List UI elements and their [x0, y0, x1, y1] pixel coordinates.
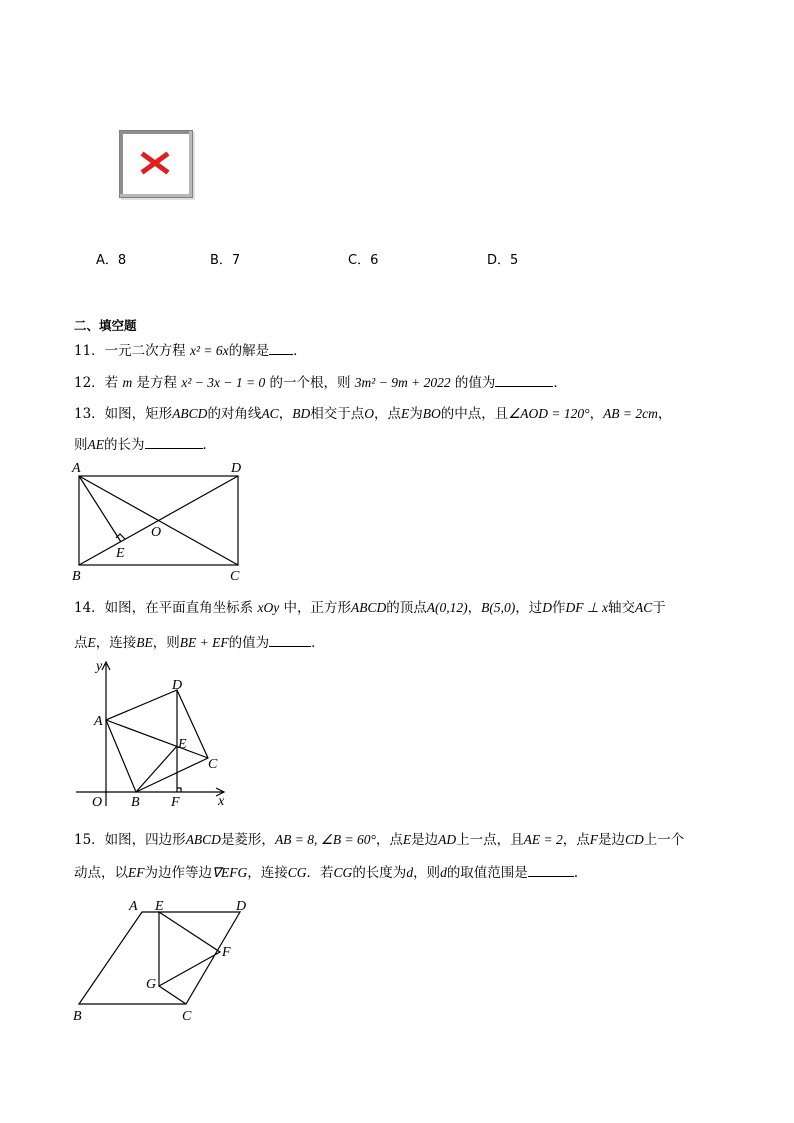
question-15-line-1 [74, 830, 684, 850]
q12-text-3: 的一个根，则 [265, 375, 355, 391]
answer-blank [145, 434, 203, 449]
q14-text: 中，正方形 [279, 600, 352, 616]
q13-math: AB = 2cm [603, 406, 658, 421]
question-12 [74, 372, 567, 393]
question-11 [74, 340, 307, 361]
label-e: E [155, 899, 164, 914]
label-b: B [72, 569, 81, 584]
label-c: C [208, 757, 218, 772]
segment-cg [159, 986, 186, 1004]
label-b: B [73, 1009, 82, 1024]
q11-text: 11．一元二次方程 [74, 343, 190, 359]
answer-blank [269, 340, 293, 355]
choice-b: B．7 [210, 253, 241, 268]
triangle-efg [159, 912, 220, 986]
q15-text: 动点，以 [74, 865, 128, 881]
label-o: O [92, 795, 103, 810]
q12-equation: x² − 3x − 1 = 0 [181, 375, 266, 390]
q14-math: D [542, 600, 553, 615]
q13-text: 的长为 [104, 437, 145, 453]
q12-text: 12．若 [74, 375, 123, 391]
q14-math: BE [136, 635, 153, 650]
q14-text: 的顶点 [386, 600, 427, 616]
q15-text: 上一个 [643, 832, 685, 848]
square-abcd [106, 690, 208, 792]
q13-math: O [364, 406, 374, 421]
q14-math: ABCD [351, 600, 387, 615]
q14-text: 轴交 [608, 600, 636, 616]
q15-math: AB = 8, ∠B = 60° [274, 832, 376, 847]
q15-text: ．若 [306, 865, 334, 881]
q12-text-4: 的值为 [450, 375, 496, 391]
q11-equation: x² = 6x [189, 343, 229, 358]
q12-expression: 3m² − 9m + 2022 [354, 375, 451, 390]
broken-image-icon [120, 131, 192, 197]
q13-text: ， [657, 406, 672, 422]
q13-text: ， [278, 406, 293, 422]
q15-text: 为边作等边 [144, 865, 212, 881]
q15-rhombus-figure [68, 894, 258, 1026]
q12-var: m [122, 375, 133, 390]
q14-period: ． [311, 635, 325, 651]
q14-math: BE + EF [179, 635, 229, 650]
q14-math: AC [635, 600, 653, 615]
answer-blank [528, 862, 574, 877]
q15-math: d [406, 865, 414, 880]
q11-text-2: 的解是 [228, 343, 270, 359]
q14-text: 于 [652, 600, 666, 616]
q13-math: BO [422, 406, 441, 421]
label-d: D [172, 678, 183, 693]
q13-math: E [400, 406, 410, 421]
label-c: C [182, 1009, 192, 1024]
label-y: y [96, 659, 103, 674]
answer-blank [269, 632, 311, 647]
label-x: x [218, 794, 225, 809]
question-14-line-2 [74, 632, 325, 653]
label-a: A [94, 714, 103, 729]
q15-math: ∇EFG [212, 865, 248, 880]
q15-text: 是边 [598, 832, 626, 848]
q14-text: 14．如图，在平面直角坐标系 [74, 600, 258, 616]
q14-math: DF ⊥ x [565, 600, 609, 615]
q15-text: 的长度为 [352, 865, 407, 881]
q13-math: AE [87, 437, 104, 452]
label-e: E [178, 737, 187, 752]
q15-math: E [402, 832, 412, 847]
q14-math: E [87, 635, 96, 650]
q15-math: ABCD [185, 832, 221, 847]
label-c: C [230, 569, 240, 584]
label-f: F [171, 795, 180, 810]
q15-math: CD [625, 832, 644, 847]
q15-text: ，连接 [247, 865, 288, 881]
label-f: F [222, 945, 231, 960]
choice-a: A．8 [96, 253, 127, 268]
q14-math: B(5,0) [481, 600, 516, 615]
q14-text: ，连接 [95, 635, 137, 651]
label-o: O [151, 525, 162, 540]
segment-be [136, 746, 177, 792]
label-a: A [129, 899, 138, 914]
q15-text: 上一点，且 [456, 832, 524, 848]
q13-text: 相交于点 [310, 406, 365, 422]
q13-text: ，点 [373, 406, 401, 422]
label-a: A [72, 461, 81, 476]
q13-text: ， [589, 406, 604, 422]
q15-text: 是菱形， [220, 832, 275, 848]
q15-math: AD [438, 832, 457, 847]
q14-text: ，则 [152, 635, 180, 651]
q13-math: AC [261, 406, 279, 421]
q14-coordinate-figure [70, 656, 240, 812]
q15-text: ，点 [562, 832, 590, 848]
q13-text: 的中点，且 [440, 406, 509, 422]
q15-text: 是边 [411, 832, 439, 848]
q13-math: ∠AOD = 120° [508, 406, 590, 421]
q15-period: ． [573, 865, 588, 881]
q15-math: AE = 2 [523, 832, 563, 847]
question-14-line-1 [74, 598, 666, 618]
question-13-line-2 [74, 434, 216, 455]
q15-text: 15．如图，四边形 [74, 832, 186, 848]
label-d: D [231, 461, 242, 476]
q15-text: ，则 [413, 865, 441, 881]
q14-text: 点 [74, 635, 88, 651]
q15-text: 的取值范围是 [446, 865, 528, 881]
q14-math: A(0,12) [426, 600, 468, 615]
q11-period: ． [293, 343, 307, 359]
q15-math: EF [128, 865, 145, 880]
q15-text: ，点 [375, 832, 403, 848]
q13-math: BD [292, 406, 311, 421]
choice-d: D．5 [487, 253, 519, 268]
q15-math: F [589, 832, 599, 847]
right-angle-mark [116, 534, 125, 539]
q13-period: ． [202, 437, 216, 453]
broken-image-placeholder [119, 130, 193, 198]
q14-text: ， [467, 600, 482, 616]
q13-text: 则 [74, 437, 88, 453]
q15-math: d [440, 865, 447, 880]
label-e: E [116, 546, 125, 561]
label-g: G [146, 977, 157, 992]
answer-blank [495, 372, 553, 387]
q14-text: 作 [552, 600, 566, 616]
q14-text: ，过 [515, 600, 543, 616]
q14-text: 的值为 [228, 635, 270, 651]
q14-math: xOy [257, 600, 280, 615]
q12-period: ． [553, 375, 567, 391]
q15-math: CG [287, 865, 307, 880]
segment-ae [79, 476, 121, 542]
label-b: B [131, 795, 140, 810]
section-title: 二、填空题 [74, 318, 137, 333]
q15-math: CG [333, 865, 353, 880]
q13-text: 为 [409, 406, 423, 422]
question-13-line-1 [74, 404, 671, 424]
q13-text: 13．如图，矩形 [74, 406, 173, 422]
label-d: D [236, 899, 247, 914]
question-15-line-2 [74, 862, 587, 883]
q12-text-2: 是方程 [132, 375, 182, 391]
q13-text: 的对角线 [207, 406, 262, 422]
q13-math: ABCD [172, 406, 208, 421]
choice-c: C．6 [348, 253, 379, 268]
q13-rectangle-figure [66, 458, 256, 586]
